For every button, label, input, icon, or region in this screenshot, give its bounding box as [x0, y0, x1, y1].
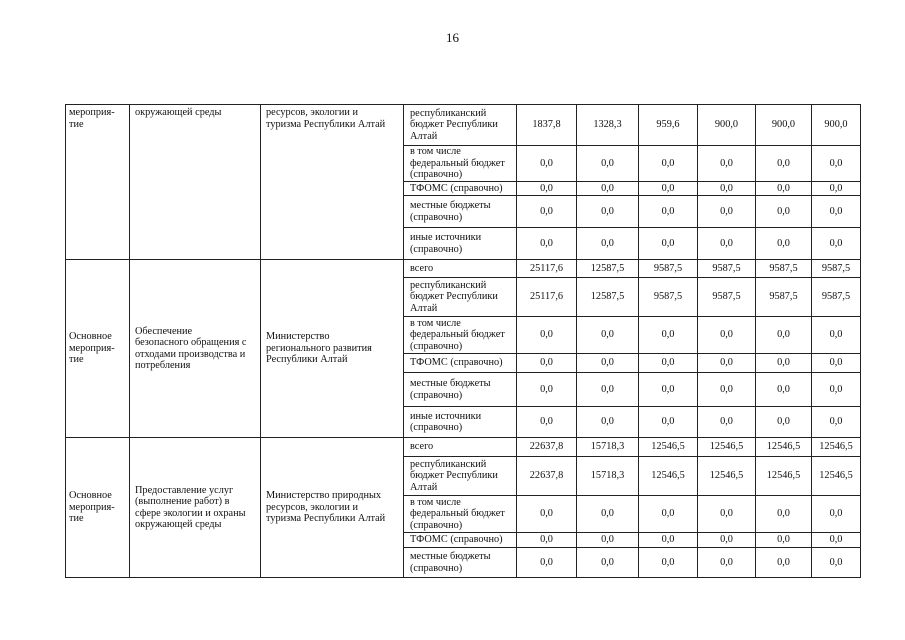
- value-cell: 12546,5: [639, 438, 698, 457]
- value-cell: 0,0: [577, 496, 639, 533]
- value-cell: 0,0: [639, 196, 698, 228]
- funding-source-cell: иные источники (справочно): [404, 228, 517, 260]
- value-cell: 0,0: [756, 146, 812, 182]
- funding-source-cell: республиканский бюджет Республики Алтай: [404, 457, 517, 496]
- executor-cell: ресурсов, экологии и туризма Республики Алтай: [261, 105, 404, 260]
- funding-source-cell: в том числе федеральный бюджет (справочно): [404, 146, 517, 182]
- page-number: 16: [446, 30, 459, 45]
- measure-name-cell: окружающей среды: [130, 105, 261, 260]
- funding-source-cell: ТФОМС (справочно): [404, 354, 517, 373]
- value-cell: 0,0: [577, 196, 639, 228]
- funding-source-cell: местные бюджеты (справочно): [404, 196, 517, 228]
- measure-name-cell: Предоставление услуг (выполнение работ) в сфере экологии и охраны окружающей среды: [130, 438, 261, 578]
- value-cell: 0,0: [517, 182, 577, 196]
- value-cell: 0,0: [639, 407, 698, 438]
- value-cell: 0,0: [577, 533, 639, 548]
- value-cell: 0,0: [756, 182, 812, 196]
- value-cell: 0,0: [756, 354, 812, 373]
- value-cell: 0,0: [517, 373, 577, 407]
- value-cell: 0,0: [698, 317, 756, 354]
- funding-source-cell: в том числе федеральный бюджет (справочно): [404, 496, 517, 533]
- funding-source-cell: республиканский бюджет Республики Алтай: [404, 105, 517, 146]
- value-cell: 0,0: [639, 548, 698, 578]
- funding-source-cell: всего: [404, 260, 517, 278]
- value-cell: 0,0: [639, 228, 698, 260]
- value-cell: 0,0: [577, 354, 639, 373]
- funding-source-cell: в том числе федеральный бюджет (справочно): [404, 317, 517, 354]
- value-cell: 9587,5: [756, 260, 812, 278]
- value-cell: 0,0: [756, 407, 812, 438]
- value-cell: 900,0: [698, 105, 756, 146]
- value-cell: 0,0: [698, 228, 756, 260]
- funding-source-cell: всего: [404, 438, 517, 457]
- value-cell: 0,0: [517, 354, 577, 373]
- value-cell: 9587,5: [756, 278, 812, 317]
- value-cell: 0,0: [517, 407, 577, 438]
- value-cell: 0,0: [517, 548, 577, 578]
- value-cell: 0,0: [577, 548, 639, 578]
- value-cell: 0,0: [698, 533, 756, 548]
- value-cell: 0,0: [756, 533, 812, 548]
- value-cell: 0,0: [698, 354, 756, 373]
- value-cell: 0,0: [812, 317, 861, 354]
- value-cell: 22637,8: [517, 457, 577, 496]
- value-cell: 0,0: [756, 196, 812, 228]
- value-cell: 0,0: [517, 496, 577, 533]
- value-cell: 0,0: [756, 373, 812, 407]
- value-cell: 0,0: [698, 407, 756, 438]
- value-cell: 959,6: [639, 105, 698, 146]
- value-cell: 12546,5: [756, 438, 812, 457]
- value-cell: 0,0: [812, 146, 861, 182]
- value-cell: 0,0: [698, 373, 756, 407]
- value-cell: 0,0: [517, 196, 577, 228]
- value-cell: 0,0: [756, 228, 812, 260]
- value-cell: 0,0: [639, 146, 698, 182]
- value-cell: 12587,5: [577, 278, 639, 317]
- executor-cell: Министерство природных ресурсов, экологии и туризма Республики Алтай: [261, 438, 404, 578]
- funding-source-cell: иные источники (справочно): [404, 407, 517, 438]
- value-cell: 0,0: [639, 182, 698, 196]
- value-cell: 0,0: [698, 146, 756, 182]
- value-cell: 900,0: [756, 105, 812, 146]
- value-cell: 0,0: [639, 496, 698, 533]
- value-cell: 12587,5: [577, 260, 639, 278]
- funding-source-cell: ТФОМС (справочно): [404, 533, 517, 548]
- value-cell: 0,0: [577, 373, 639, 407]
- value-cell: 9587,5: [639, 260, 698, 278]
- value-cell: 0,0: [812, 354, 861, 373]
- value-cell: 15718,3: [577, 438, 639, 457]
- value-cell: 0,0: [756, 317, 812, 354]
- value-cell: 0,0: [698, 182, 756, 196]
- measure-type-cell: мероприя- тие: [66, 105, 130, 260]
- value-cell: 0,0: [577, 407, 639, 438]
- value-cell: 0,0: [812, 228, 861, 260]
- value-cell: 22637,8: [517, 438, 577, 457]
- executor-cell: Министерство регионального развития Республики Алтай: [261, 260, 404, 438]
- value-cell: 0,0: [639, 373, 698, 407]
- value-cell: 1837,8: [517, 105, 577, 146]
- value-cell: 0,0: [812, 373, 861, 407]
- value-cell: 9587,5: [698, 260, 756, 278]
- value-cell: 12546,5: [812, 457, 861, 496]
- value-cell: 0,0: [698, 548, 756, 578]
- value-cell: 0,0: [517, 228, 577, 260]
- value-cell: 0,0: [639, 317, 698, 354]
- value-cell: 25117,6: [517, 278, 577, 317]
- value-cell: 9587,5: [698, 278, 756, 317]
- value-cell: 0,0: [812, 496, 861, 533]
- value-cell: 12546,5: [756, 457, 812, 496]
- value-cell: 15718,3: [577, 457, 639, 496]
- value-cell: 9587,5: [812, 278, 861, 317]
- value-cell: 12546,5: [812, 438, 861, 457]
- funding-source-cell: местные бюджеты (справочно): [404, 548, 517, 578]
- measure-type-cell: Основное мероприя- тие: [66, 260, 130, 438]
- value-cell: 0,0: [577, 317, 639, 354]
- value-cell: 0,0: [812, 533, 861, 548]
- value-cell: 0,0: [639, 533, 698, 548]
- funding-source-cell: местные бюджеты (справочно): [404, 373, 517, 407]
- value-cell: 0,0: [517, 146, 577, 182]
- value-cell: 0,0: [517, 317, 577, 354]
- value-cell: 25117,6: [517, 260, 577, 278]
- value-cell: 12546,5: [698, 457, 756, 496]
- value-cell: 0,0: [698, 496, 756, 533]
- measure-type-cell: Основное мероприя- тие: [66, 438, 130, 578]
- value-cell: 1328,3: [577, 105, 639, 146]
- value-cell: 12546,5: [639, 457, 698, 496]
- value-cell: 9587,5: [639, 278, 698, 317]
- value-cell: 900,0: [812, 105, 861, 146]
- value-cell: 12546,5: [698, 438, 756, 457]
- measure-name-cell: Обеспечение безопасного обращения с отходами производства и потребления: [130, 260, 261, 438]
- value-cell: 0,0: [812, 548, 861, 578]
- value-cell: 0,0: [639, 354, 698, 373]
- value-cell: 0,0: [698, 196, 756, 228]
- budget-table: [65, 104, 861, 578]
- value-cell: 0,0: [577, 228, 639, 260]
- value-cell: 0,0: [756, 548, 812, 578]
- value-cell: 9587,5: [812, 260, 861, 278]
- value-cell: 0,0: [577, 182, 639, 196]
- value-cell: 0,0: [756, 496, 812, 533]
- funding-source-cell: ТФОМС (справочно): [404, 182, 517, 196]
- value-cell: 0,0: [812, 182, 861, 196]
- value-cell: 0,0: [517, 533, 577, 548]
- value-cell: 0,0: [812, 196, 861, 228]
- value-cell: 0,0: [812, 407, 861, 438]
- funding-source-cell: республиканский бюджет Республики Алтай: [404, 278, 517, 317]
- value-cell: 0,0: [577, 146, 639, 182]
